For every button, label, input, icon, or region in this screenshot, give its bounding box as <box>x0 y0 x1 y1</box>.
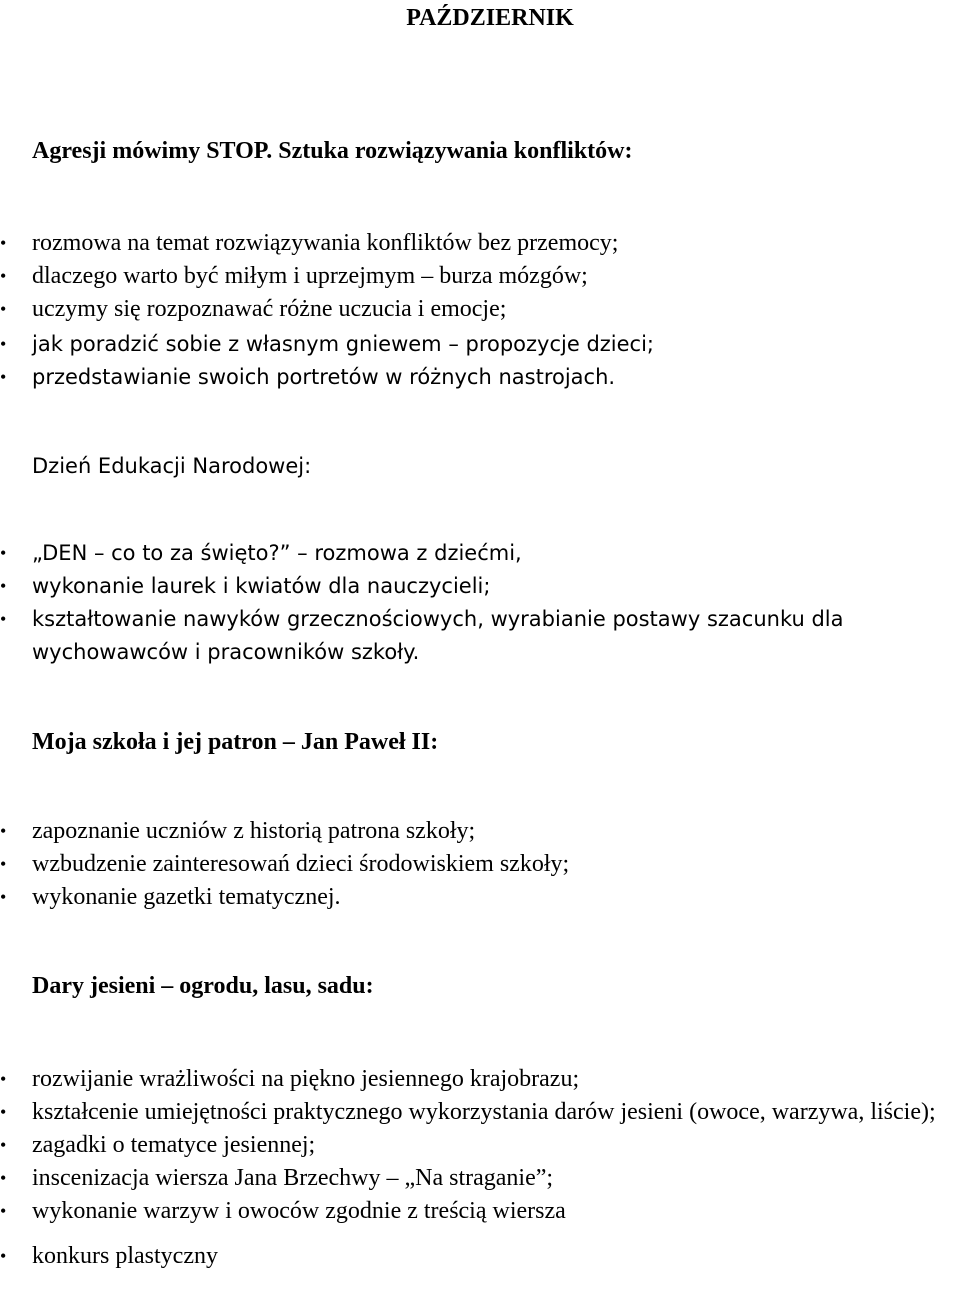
list-item <box>0 227 950 260</box>
list-item-text: wykonanie laurek i kwiatów dla nauczycieli; <box>32 574 491 598</box>
section-heading-education-day: Dzień Edukacji Narodowej: <box>32 454 312 478</box>
bullet-icon: • <box>0 1069 7 1089</box>
list-item <box>0 881 950 914</box>
page-title: PAŹDZIERNIK <box>406 5 574 31</box>
bullet-icon: • <box>0 334 7 354</box>
conflicts-list-continued <box>0 328 950 394</box>
list-item <box>0 1162 950 1195</box>
list-item <box>0 570 950 603</box>
list-item <box>0 1096 950 1129</box>
list-item-text: uczymy się rozpoznawać różne uczucia i emocje; <box>32 296 507 322</box>
list-item-text: zapoznanie uczniów z historią patrona szkoły; <box>32 818 476 844</box>
bullet-icon: • <box>0 543 7 563</box>
list-item-text: rozwijanie wrażliwości na piękno jesiennego krajobrazu; <box>32 1066 580 1092</box>
list-item <box>0 815 950 848</box>
list-item-text: „DEN – co to za święto?” – rozmowa z dziećmi, <box>32 541 522 565</box>
list-item <box>0 361 950 394</box>
list-item <box>0 1129 950 1162</box>
list-item-text: konkurs plastyczny <box>32 1243 218 1269</box>
list-item <box>0 537 950 570</box>
list-item-text: inscenizacja wiersza Jana Brzechwy – „Na straganie”; <box>32 1165 554 1191</box>
list-item <box>0 293 950 326</box>
list-item <box>0 1195 950 1228</box>
conflicts-list <box>0 227 950 326</box>
list-item <box>0 603 950 669</box>
list-item-text: kształtowanie nawyków grzecznościowych, wyrabianie postawy szacunku dla wychowawców i pracowników szkoły. <box>32 607 844 664</box>
section-heading-autumn-gifts: Dary jesieni – ogrodu, lasu, sadu: <box>32 973 374 999</box>
list-item <box>0 260 950 293</box>
list-item-text: wzbudzenie zainteresowań dzieci środowiskiem szkoły; <box>32 851 570 877</box>
bullet-icon: • <box>0 1168 7 1188</box>
list-item-text: rozmowa na temat rozwiązywania konfliktów bez przemocy; <box>32 230 619 256</box>
bullet-icon: • <box>0 887 7 907</box>
list-item <box>0 328 950 361</box>
bullet-icon: • <box>0 576 7 596</box>
list-item-text: wykonanie gazetki tematycznej. <box>32 884 341 910</box>
list-item <box>0 1240 950 1273</box>
bullet-icon: • <box>0 367 7 387</box>
bullet-icon: • <box>0 1135 7 1155</box>
school-patron-list <box>0 815 950 914</box>
list-item <box>0 848 950 881</box>
list-item-text: jak poradzić sobie z własnym gniewem – propozycje dzieci; <box>32 332 655 356</box>
list-item-text: zagadki o tematyce jesiennej; <box>32 1132 316 1158</box>
section-heading-conflicts: Agresji mówimy STOP. Sztuka rozwiązywania konfliktów: <box>32 138 633 164</box>
list-item <box>0 1063 950 1096</box>
list-item-text: wykonanie warzyw i owoców zgodnie z treścią wiersza <box>32 1198 566 1224</box>
bullet-icon: • <box>0 854 7 874</box>
autumn-gifts-list <box>0 1063 950 1273</box>
bullet-icon: • <box>0 233 7 253</box>
bullet-icon: • <box>0 299 7 319</box>
bullet-icon: • <box>0 609 7 629</box>
section-heading-school-patron: Moja szkoła i jej patron – Jan Paweł II: <box>32 729 439 755</box>
education-day-list <box>0 537 950 669</box>
list-item-text: przedstawianie swoich portretów w różnych nastrojach. <box>32 365 616 389</box>
bullet-icon: • <box>0 1102 7 1122</box>
bullet-icon: • <box>0 1246 7 1266</box>
list-item-text: kształcenie umiejętności praktycznego wykorzystania darów jesieni (owoce, warzywa, liście); <box>32 1099 936 1125</box>
bullet-icon: • <box>0 821 7 841</box>
bullet-icon: • <box>0 266 7 286</box>
bullet-icon: • <box>0 1201 7 1221</box>
list-item-text: dlaczego warto być miłym i uprzejmym – burza mózgów; <box>32 263 588 289</box>
